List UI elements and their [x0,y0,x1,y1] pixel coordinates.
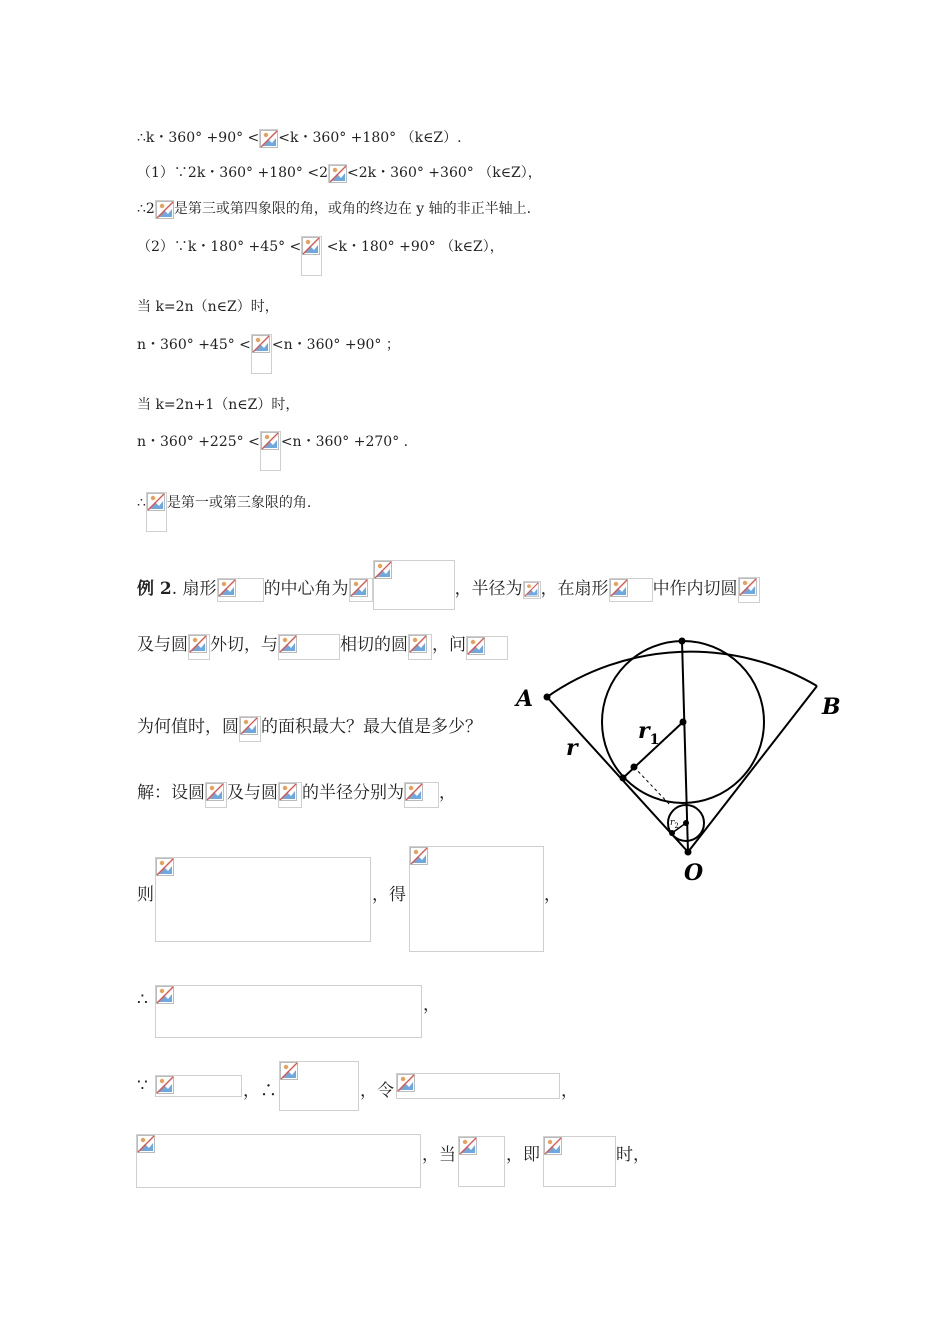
broken-image-icon [156,201,174,219]
broken-image-icon [410,847,428,865]
formula-image [155,1075,242,1097]
formula-image [259,129,278,148]
formula-image [251,334,272,374]
text-line-3: ∴2 是第三或第四象限的角，或角的终边在 y 轴的非正半轴上. [137,201,532,217]
text-line-5: 当 k=2n（n∈Z）时， [137,299,279,315]
broken-image-icon [189,635,207,653]
broken-image-icon [405,783,423,801]
solution-line-3-end: ， [423,995,440,1015]
broken-image-icon [409,635,427,653]
formula-image [523,581,541,599]
example-paragraph-3: 为何值时，圆 的面积最大？最大值是多少？ [137,712,482,742]
broken-image-icon [524,582,539,597]
broken-image-icon [279,635,297,653]
broken-image-icon [459,1137,477,1155]
point-top [679,638,686,645]
solution-line-4-mid1: ，∴ [243,1081,277,1101]
broken-image-icon [147,493,165,511]
example-paragraph-2: 及与圆 外切，与 相切的圆 ，问 [137,630,508,660]
broken-image-icon [374,561,392,579]
point-tangent-1 [620,775,627,782]
formula-image [155,985,422,1038]
broken-image-icon [156,986,174,1004]
broken-image-icon [280,1062,298,1080]
formula-image [205,782,227,808]
point-A [544,694,551,701]
broken-image-icon [302,237,320,255]
formula-image [609,578,653,602]
solution-line-4-mid2: ，令 [360,1081,394,1101]
formula-image [738,577,760,603]
solution-line-5: ，当 [422,1145,456,1165]
formula-image [373,560,455,610]
text-line-2: （1）∵2k・360° +180° <2 <2k・360° +360° （k∈Z）， [137,165,542,181]
solution-line-4-end: ， [561,1081,578,1101]
point-tangent-small [669,830,675,836]
point-center-small [683,820,689,826]
text-line-1: ∴k・360° +90° < <k・360° +180° （k∈Z）. [137,130,462,146]
broken-image-icon [218,579,236,597]
formula-image [458,1136,505,1187]
sector-figure [500,620,860,890]
label-A: A [516,686,534,712]
broken-image-icon [206,783,224,801]
broken-image-icon [610,579,628,597]
solution-line-3: ∴ [137,990,148,1010]
formula-image [260,431,281,471]
label-B: B [822,694,841,720]
solution-line-2-end: ， [544,885,561,905]
broken-image-icon [329,165,347,183]
text-line-9: ∴ 是第一或第三象限的角. [137,492,311,532]
broken-image-icon [397,1074,415,1092]
example-paragraph-1: 例 2. 扇形 的中心角为 ，半径为 ，在扇形 中作内切圆 [137,560,760,610]
point-tangent-2 [631,764,638,771]
broken-image-icon [240,717,258,735]
broken-image-icon [544,1137,562,1155]
text-line-6: n・360° +45° < <n・360° +90° ； [137,334,400,374]
solution-line-2: 则 [137,885,154,905]
broken-image-icon [260,130,278,148]
text-line-8: n・360° +225° < <n・360° +270° . [137,431,408,471]
formula-image [155,200,174,219]
broken-image-icon [350,579,368,597]
solution-line-2-mid: ，得 [372,885,406,905]
broken-image-icon [261,432,279,450]
label-r2: $r_2$ [670,818,679,830]
broken-image-icon [156,1076,174,1094]
example-label: 例 2 [137,579,172,599]
label-r1: $r_1$ [638,718,660,748]
point-O [685,849,692,856]
solution-line-4: ∵ [137,1076,148,1096]
broken-image-icon [252,335,270,353]
sector-side-OA [547,697,688,852]
formula-image [396,1073,560,1099]
broken-image-icon [137,1135,155,1153]
formula-image [349,578,373,602]
formula-image [188,634,210,660]
broken-image-icon [739,578,757,596]
formula-image [279,1061,359,1111]
label-O: O [684,860,704,886]
point-center-large [680,719,687,726]
solution-line-5-mid: ，即 [506,1145,540,1165]
formula-image [328,164,347,183]
formula-image [278,782,302,808]
label-r: r [566,735,578,761]
formula-image [136,1134,421,1188]
formula-image [404,782,439,808]
formula-image [146,492,167,532]
formula-image [301,236,322,276]
broken-image-icon [279,783,297,801]
formula-image [217,578,264,602]
solution-line-1: 解：设圆 及与圆 的半径分别为 ， [137,778,456,808]
broken-image-icon [156,858,174,876]
formula-image [278,634,340,660]
text-line-7: 当 k=2n+1（n∈Z）时， [137,397,300,413]
formula-image [543,1136,616,1187]
broken-image-icon [467,637,485,655]
solution-line-5-end: 时， [616,1145,650,1165]
formula-image [239,716,261,742]
formula-image [155,857,371,942]
sector-side-OB [688,686,817,852]
formula-image [408,634,432,660]
text-line-4: （2）∵k・180° +45° < <k・180° +90° （k∈Z）， [137,236,504,276]
